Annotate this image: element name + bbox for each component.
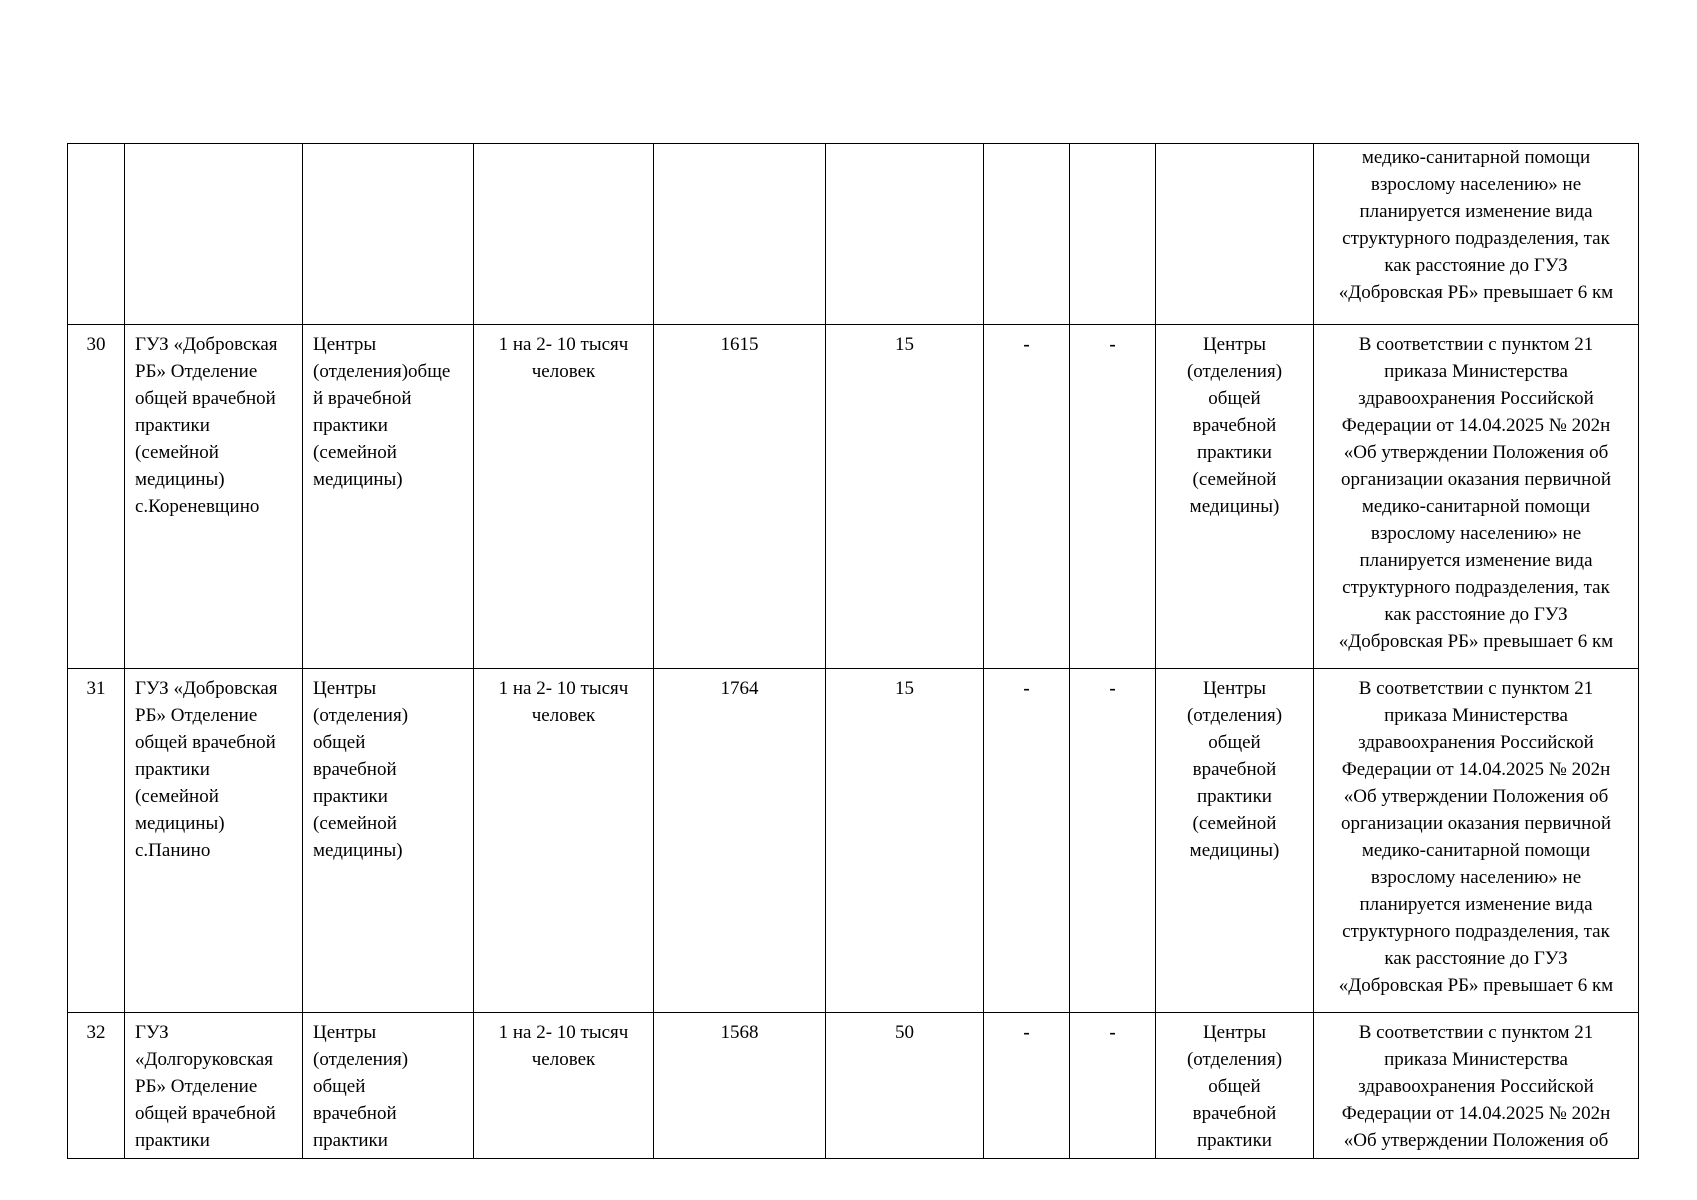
note-line: как расстояние до ГУЗ <box>1384 255 1568 276</box>
dash-value: - <box>1109 334 1116 355</box>
note-line: приказа Министерства <box>1384 361 1568 382</box>
cell-col7 <box>984 1013 1070 1159</box>
org-name-line: общей врачебной <box>135 388 276 409</box>
note-line: организации оказания первичной <box>1340 813 1612 834</box>
note-line: В соответствии с пунктом 21 <box>1358 678 1594 699</box>
note-line: взрослому населению» не <box>1370 867 1582 888</box>
org-name-line: РБ» Отделение <box>135 361 258 382</box>
cell-num <box>68 669 125 1013</box>
planned-type-line: врачебной <box>1192 759 1277 780</box>
unit-type-line: Центры <box>313 1022 377 1043</box>
note-line: «Об утверждении Положения об <box>1343 1130 1609 1151</box>
org-name-line: РБ» Отделение <box>135 1076 258 1097</box>
note-line: «Об утверждении Положения об <box>1343 786 1609 807</box>
row-number: 31 <box>86 678 106 699</box>
unit-type-line: (семейной <box>313 813 397 834</box>
table-body <box>68 144 1639 1159</box>
cell-col8 <box>1070 325 1156 669</box>
cell-population <box>654 669 826 1013</box>
table-row <box>68 1013 1639 1159</box>
population-value: 1568 <box>720 1022 759 1043</box>
cell-type <box>303 325 474 669</box>
note-line: В соответствии с пунктом 21 <box>1358 1022 1594 1043</box>
note-line: организации оказания первичной <box>1340 469 1612 490</box>
cell-planned <box>1156 325 1314 669</box>
cell-distance <box>826 325 984 669</box>
cell-col7 <box>984 669 1070 1013</box>
note-line: «Добровская РБ» превышает 6 км <box>1338 282 1614 303</box>
norm-line: человек <box>531 361 596 382</box>
unit-type-line: Центры <box>313 334 377 355</box>
cell-planned <box>1156 1013 1314 1159</box>
note-line: взрослому населению» не <box>1370 174 1582 195</box>
dash-value: - <box>1023 334 1030 355</box>
org-name-line: РБ» Отделение <box>135 705 258 726</box>
cell-note <box>1314 144 1639 325</box>
planned-type-line: медицины) <box>1189 840 1280 861</box>
planned-type-line: врачебной <box>1192 415 1277 436</box>
facilities-table <box>67 143 1639 1159</box>
unit-type-line: медицины) <box>313 840 403 861</box>
table-row <box>68 669 1639 1013</box>
planned-type-line: Центры <box>1202 334 1267 355</box>
norm-line: человек <box>531 1049 596 1070</box>
planned-type-line: (семейной <box>1192 469 1277 490</box>
org-name-line: медицины) <box>135 813 225 834</box>
distance-value: 50 <box>895 1022 914 1043</box>
org-name-line: практики <box>135 1130 210 1151</box>
org-name-line: общей врачебной <box>135 732 276 753</box>
planned-type-line: общей <box>1208 732 1261 753</box>
cell-population <box>654 1013 826 1159</box>
org-name-line: общей врачебной <box>135 1103 276 1124</box>
cell-col8 <box>1070 669 1156 1013</box>
planned-type-line: (семейной <box>1192 813 1277 834</box>
planned-type-line: медицины) <box>1189 496 1280 517</box>
org-name-line: медицины) <box>135 469 225 490</box>
unit-type-line: врачебной <box>313 759 397 780</box>
planned-type-line: практики <box>1197 1130 1272 1151</box>
planned-type-line: (отделения) <box>1186 1049 1283 1070</box>
unit-type-line: й врачебной <box>313 388 412 409</box>
note-line: Федерации от 14.04.2025 № 202н <box>1341 1103 1611 1124</box>
table-row-continuation <box>68 144 1639 325</box>
note-line: как расстояние до ГУЗ <box>1384 948 1568 969</box>
cell-distance <box>826 1013 984 1159</box>
unit-type-line: врачебной <box>313 1103 397 1124</box>
unit-type-line: (семейной <box>313 442 397 463</box>
org-name-line: практики <box>135 415 210 436</box>
planned-type-line: практики <box>1197 786 1272 807</box>
cell-col8 <box>1070 1013 1156 1159</box>
note-line: медико-санитарной помощи <box>1361 147 1591 168</box>
note-line: взрослому населению» не <box>1370 523 1582 544</box>
population-value: 1764 <box>720 678 759 699</box>
cell-org <box>125 325 303 669</box>
cell-population <box>654 325 826 669</box>
unit-type-line: общей <box>313 1076 366 1097</box>
cell-planned <box>1156 144 1314 325</box>
planned-type-line: Центры <box>1202 1022 1267 1043</box>
unit-type-line: (отделения) <box>313 705 409 726</box>
unit-type-line: практики <box>313 415 388 436</box>
note-line: структурного подразделения, так <box>1342 577 1610 598</box>
cell-note <box>1314 669 1639 1013</box>
note-line: как расстояние до ГУЗ <box>1384 604 1568 625</box>
distance-value: 15 <box>895 678 914 699</box>
cell-note <box>1314 1013 1639 1159</box>
unit-type-line: Центры <box>313 678 377 699</box>
note-line: приказа Министерства <box>1384 1049 1568 1070</box>
cell-norm <box>474 144 654 325</box>
org-name-line: (семейной <box>135 786 219 807</box>
org-name-line: ГУЗ <box>135 1022 169 1043</box>
note-line: здравоохранения Российской <box>1358 732 1594 753</box>
planned-type-line: практики <box>1197 442 1272 463</box>
cell-note <box>1314 325 1639 669</box>
cell-org <box>125 1013 303 1159</box>
unit-type-line: (отделения)обще <box>313 361 451 382</box>
note-line: «Добровская РБ» превышает 6 км <box>1338 631 1614 652</box>
note-line: планируется изменение вида <box>1359 894 1593 915</box>
note-line: Федерации от 14.04.2025 № 202н <box>1341 759 1611 780</box>
planned-type-line: врачебной <box>1192 1103 1277 1124</box>
org-name-line: ГУЗ «Добровская <box>135 678 278 699</box>
dash-value: - <box>1023 678 1030 699</box>
planned-type-line: Центры <box>1202 678 1267 699</box>
note-line: В соответствии с пунктом 21 <box>1358 334 1594 355</box>
cell-norm <box>474 325 654 669</box>
cell-population <box>654 144 826 325</box>
note-line: медико-санитарной помощи <box>1361 496 1591 517</box>
note-line: здравоохранения Российской <box>1358 1076 1594 1097</box>
dash-value: - <box>1109 678 1116 699</box>
org-name-line: «Долгоруковская <box>135 1049 273 1070</box>
note-line: структурного подразделения, так <box>1342 228 1610 249</box>
planned-type-line: (отделения) <box>1186 361 1283 382</box>
note-line: «Добровская РБ» превышает 6 км <box>1338 975 1614 996</box>
org-name-line: с.Панино <box>135 840 211 861</box>
org-name-line: практики <box>135 759 210 780</box>
cell-org <box>125 144 303 325</box>
note-line: «Об утверждении Положения об <box>1343 442 1609 463</box>
note-line: приказа Министерства <box>1384 705 1568 726</box>
note-line: медико-санитарной помощи <box>1361 840 1591 861</box>
org-name-line: ГУЗ «Добровская <box>135 334 278 355</box>
org-name-line: (семейной <box>135 442 219 463</box>
org-name-line: с.Кореневщино <box>135 496 260 517</box>
note-line: Федерации от 14.04.2025 № 202н <box>1341 415 1611 436</box>
planned-type-line: (отделения) <box>1186 705 1283 726</box>
norm-line: 1 на 2- 10 тысяч <box>498 678 629 699</box>
note-line: структурного подразделения, так <box>1342 921 1610 942</box>
unit-type-line: практики <box>313 786 388 807</box>
distance-value: 15 <box>895 334 914 355</box>
note-line: планируется изменение вида <box>1359 201 1593 222</box>
cell-col7 <box>984 144 1070 325</box>
norm-line: 1 на 2- 10 тысяч <box>498 334 629 355</box>
cell-distance <box>826 669 984 1013</box>
unit-type-line: общей <box>313 732 366 753</box>
norm-line: человек <box>531 705 596 726</box>
cell-planned <box>1156 669 1314 1013</box>
unit-type-line: медицины) <box>313 469 403 490</box>
cell-col8 <box>1070 144 1156 325</box>
cell-num <box>68 144 125 325</box>
cell-org <box>125 669 303 1013</box>
note-line: здравоохранения Российской <box>1358 388 1594 409</box>
cell-distance <box>826 144 984 325</box>
cell-type <box>303 144 474 325</box>
planned-type-line: общей <box>1208 388 1261 409</box>
cell-num <box>68 325 125 669</box>
unit-type-line: (отделения) <box>313 1049 409 1070</box>
row-number: 32 <box>86 1022 106 1043</box>
dash-value: - <box>1109 1022 1116 1043</box>
unit-type-line: практики <box>313 1130 388 1151</box>
population-value: 1615 <box>720 334 759 355</box>
cell-norm <box>474 669 654 1013</box>
cell-norm <box>474 1013 654 1159</box>
note-line: планируется изменение вида <box>1359 550 1593 571</box>
cell-num <box>68 1013 125 1159</box>
dash-value: - <box>1023 1022 1030 1043</box>
planned-type-line: общей <box>1208 1076 1261 1097</box>
cell-col7 <box>984 325 1070 669</box>
row-number: 30 <box>86 334 106 355</box>
cell-type <box>303 1013 474 1159</box>
table-row <box>68 325 1639 669</box>
norm-line: 1 на 2- 10 тысяч <box>498 1022 629 1043</box>
cell-type <box>303 669 474 1013</box>
